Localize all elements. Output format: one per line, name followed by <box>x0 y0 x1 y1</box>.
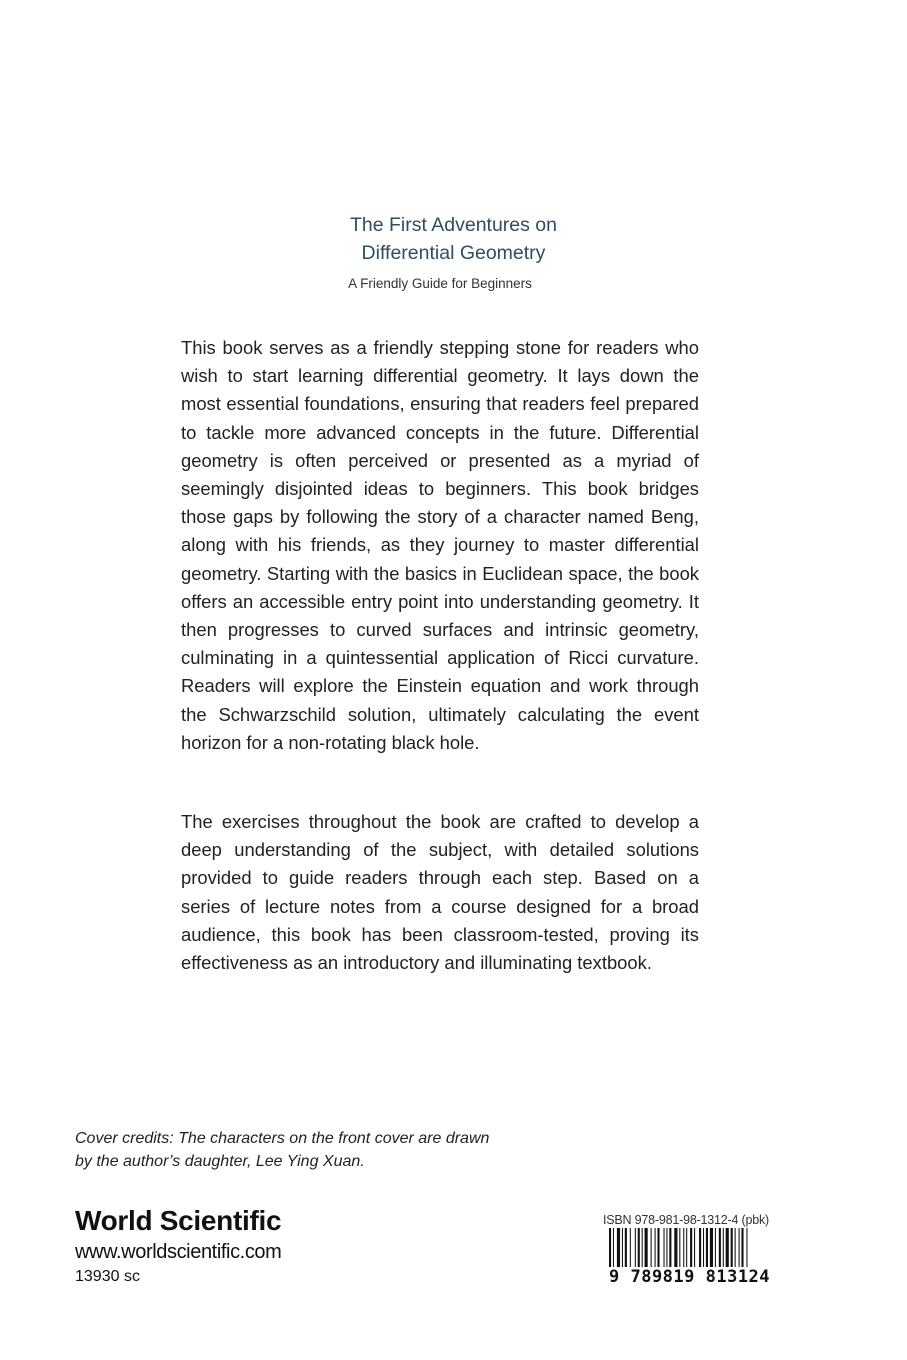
barcode-bar <box>715 1228 716 1272</box>
barcode-bar <box>669 1228 671 1272</box>
barcode-bar <box>622 1228 623 1272</box>
blurb-paragraph-1 <box>181 334 699 757</box>
book-title-line-2: Differential Geometry <box>361 242 546 264</box>
barcode-bar <box>694 1228 695 1272</box>
barcode-bar <box>635 1228 636 1272</box>
barcode-bar <box>617 1228 620 1272</box>
cover-credits-line-1: Cover credits: The characters on the front cover are drawn <box>75 1130 490 1147</box>
barcode-bar <box>690 1228 692 1272</box>
book-title-line-1: The First Adventures on <box>349 214 558 236</box>
barcode-bar <box>679 1228 680 1272</box>
isbn-label: ISBN 978-981-98-1312-4 (pbk) <box>603 1213 770 1227</box>
cover-credits <box>75 1127 595 1173</box>
barcode-bar <box>609 1228 611 1272</box>
barcode-bar <box>726 1228 729 1272</box>
barcode-bar <box>666 1228 667 1272</box>
barcode-bar <box>746 1228 747 1272</box>
publisher-code: 13930 sc <box>75 1268 140 1285</box>
publisher-url: www.worldscientific.com <box>75 1241 282 1263</box>
barcode-bar <box>723 1228 724 1272</box>
barcode-digits: 9 789819 813124 <box>603 1267 785 1287</box>
barcode-bar <box>613 1228 614 1272</box>
barcode-bar <box>683 1228 684 1272</box>
cover-credits-line-2: by the author’s daughter, Lee Ying Xuan. <box>75 1153 365 1170</box>
barcode-bar <box>686 1228 687 1272</box>
barcode-bar <box>735 1228 736 1272</box>
blurb-paragraph-1-text: This book serves as a friendly stepping stone for readers who wish to start learning differential geometry. It lays down the most essential foundations, ensuring that readers feel prepared to tackle more advanced concepts in the future. Differential geometry is often perceived or presented as a myriad of seemingly disjointed ideas to beginners. This book bridges those gaps by following the story of a character named Beng, along with his friends, as they journey to master differential geometry. Starting with the basics in Euclidean space, the book offers an accessible entry point into understanding geometry. It then progresses to curved surfaces and intrinsic geometry, culminating in a quintessential application of Ricci curvature. Readers will explore the Einstein equation and work through the Schwarzschild solution, ultimately calculating the event horizon for a non-rotating black hole. <box>181 337 699 753</box>
barcode-bar <box>731 1228 733 1272</box>
barcode-bar <box>655 1228 656 1272</box>
barcode-bar <box>710 1228 713 1272</box>
barcode-bar <box>739 1228 740 1272</box>
barcode-bar <box>703 1228 704 1272</box>
barcode-bar <box>699 1228 701 1272</box>
blurb-paragraph-2 <box>181 808 699 977</box>
barcode-icon <box>603 1228 785 1272</box>
barcode-bar <box>651 1228 652 1272</box>
barcode-bar <box>642 1228 643 1272</box>
publisher-name: World Scientific <box>75 1205 282 1236</box>
barcode-bar <box>630 1228 631 1272</box>
barcode-bar <box>657 1228 659 1272</box>
barcode-bar <box>664 1228 665 1272</box>
barcode-bar <box>741 1228 743 1272</box>
barcode-bar <box>638 1228 640 1272</box>
barcode-bar <box>625 1228 627 1272</box>
blurb-paragraph-2-text: The exercises throughout the book are crafted to develop a deep understanding of the subject, with detailed solutions provided to guide readers through each step. Based on a series of lecture notes from a course designed for a broad audience, this book has been classroom-tested, proving its effectiveness as an introductory and illuminating textbook. <box>181 811 699 974</box>
book-title <box>0 211 907 267</box>
book-subtitle: A Friendly Guide for Beginners <box>348 276 532 291</box>
barcode-bar <box>645 1228 648 1272</box>
barcode-bar <box>674 1228 677 1272</box>
barcode-bar <box>706 1228 708 1272</box>
barcode-bar <box>719 1228 721 1272</box>
